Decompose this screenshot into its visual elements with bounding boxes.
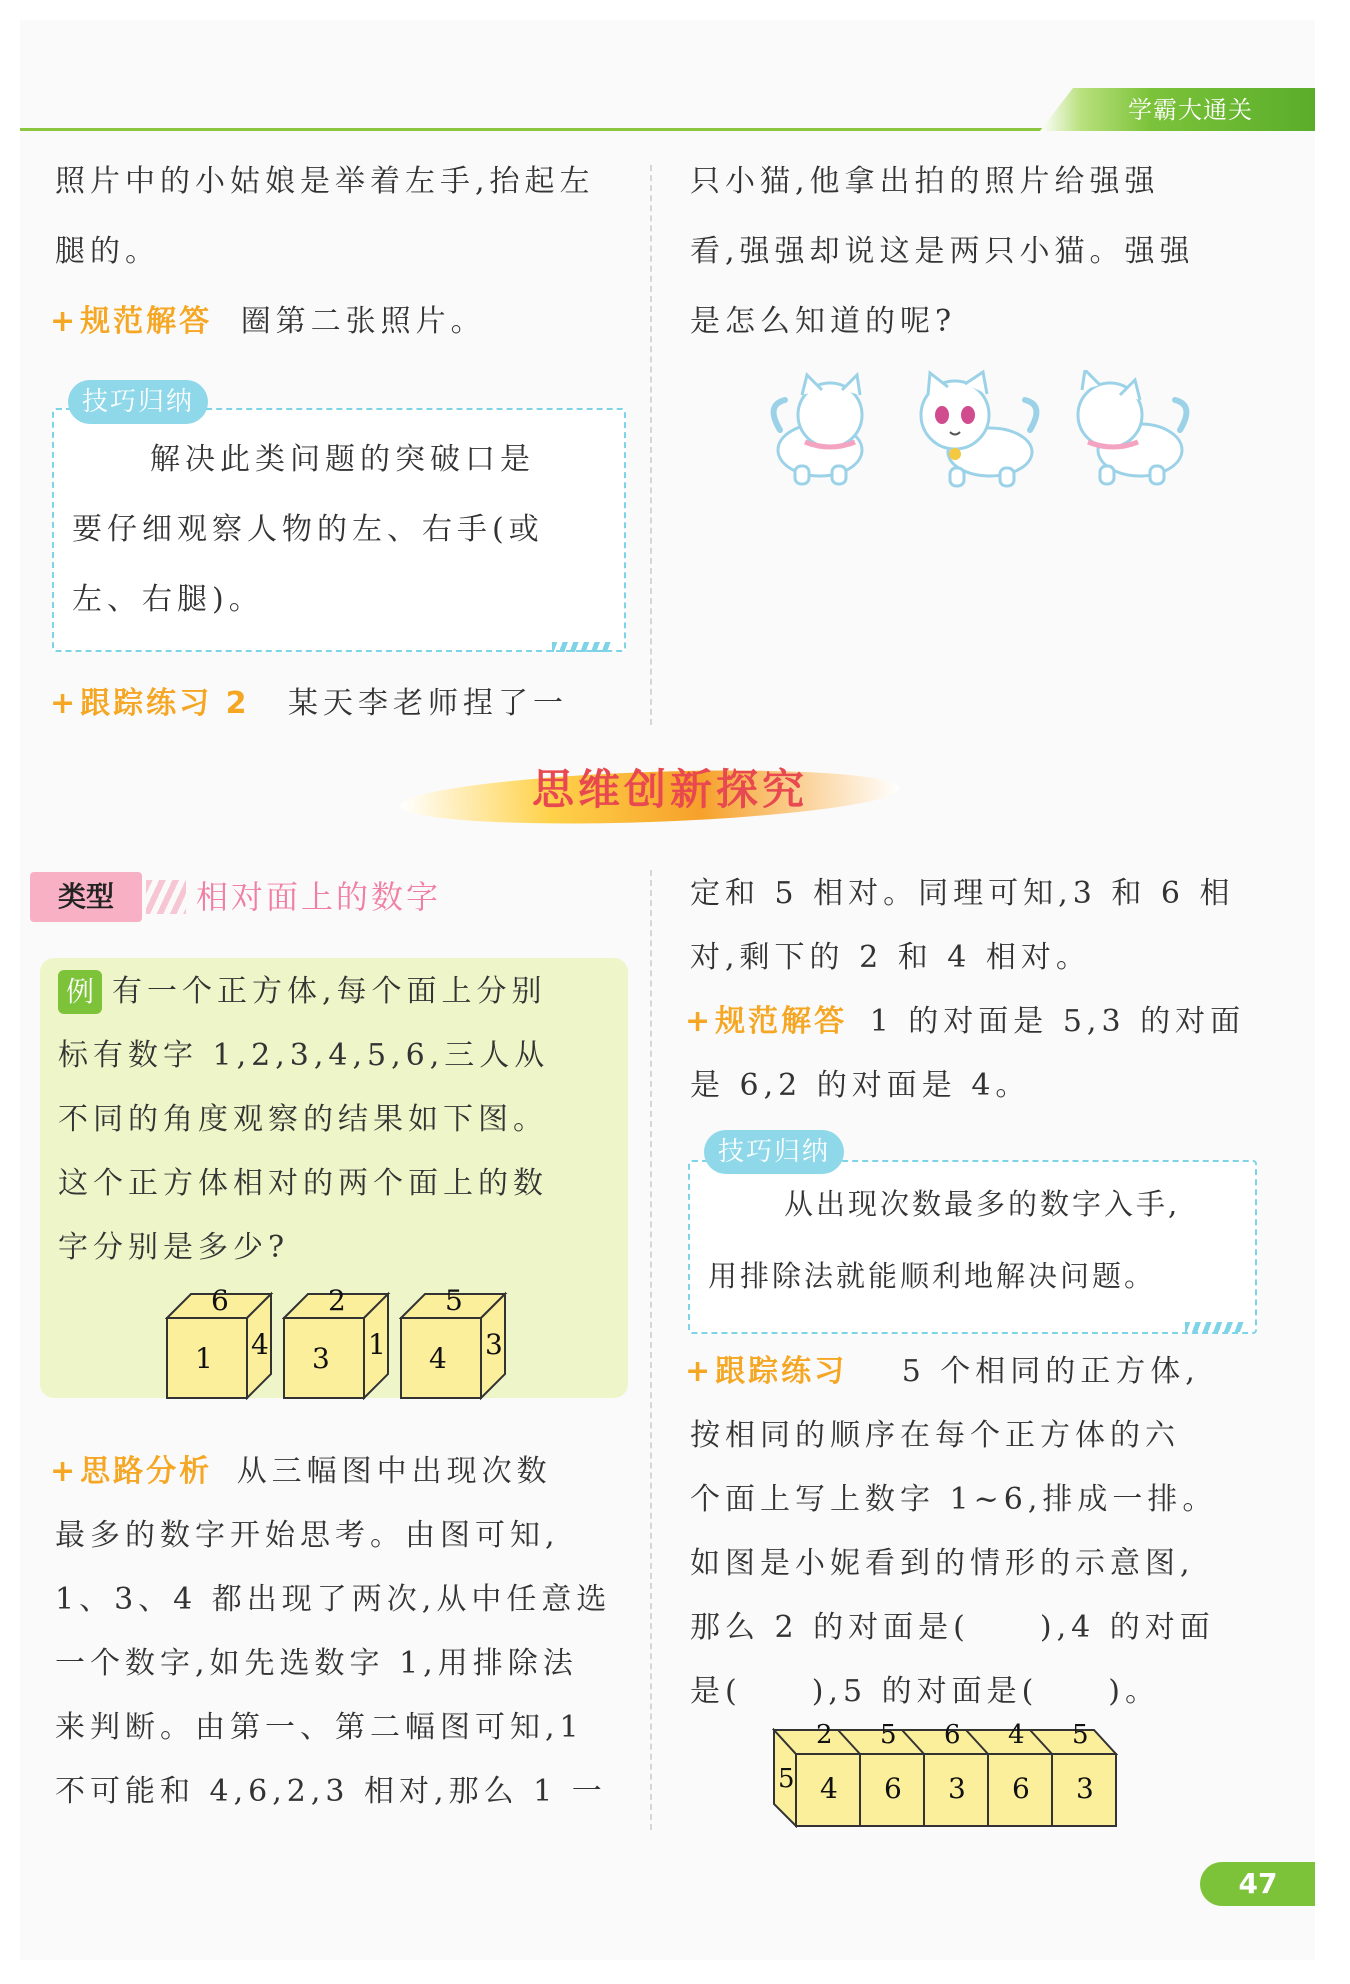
right-top-line2: 看,强强却说这是两只小猫。强强 bbox=[690, 234, 1195, 269]
row-top-number: 5 bbox=[880, 1720, 897, 1750]
practice-label: 跟踪练习 2 bbox=[80, 686, 250, 721]
example-line2: 标有数字 1,2,3,4,5,6,三人从 bbox=[58, 1038, 550, 1073]
analysis-line4: 一个数字,如先选数字 1,用排除法 bbox=[55, 1646, 578, 1681]
right-bottom-line1: 定和 5 相对。同理可知,3 和 6 相 bbox=[690, 876, 1235, 911]
plus-icon: + bbox=[50, 1454, 81, 1489]
section-banner: 思维创新探究 bbox=[531, 765, 808, 814]
tips-right-line1: 从出现次数最多的数字入手, bbox=[784, 1187, 1181, 1221]
right-answer-line2: 是 6,2 的对面是 4。 bbox=[690, 1068, 1031, 1103]
answer-label: 规范解答 bbox=[715, 1004, 848, 1039]
left-top-line1: 照片中的小姑娘是举着左手,抬起左 bbox=[55, 164, 595, 199]
type-title: 相对面上的数字 bbox=[196, 878, 442, 916]
row-side-number: 5 bbox=[778, 1764, 795, 1794]
cube-side-number: 1 bbox=[368, 1328, 386, 1361]
analysis-line2: 最多的数字开始思考。由图可知, bbox=[55, 1518, 560, 1553]
row-top-number: 5 bbox=[1072, 1720, 1089, 1750]
page-number: 47 bbox=[1238, 1867, 1278, 1900]
analysis-line3: 1、3、4 都出现了两次,从中任意选 bbox=[55, 1582, 612, 1617]
tips-right-line2: 用排除法就能顺利地解决问题。 bbox=[708, 1259, 1157, 1293]
cube-top-number: 2 bbox=[328, 1284, 346, 1317]
right-top-line3: 是怎么知道的呢? bbox=[690, 304, 957, 339]
answer-text: 圈第二张照片。 bbox=[240, 304, 486, 339]
tips-left-line3: 左、右腿)。 bbox=[72, 582, 264, 617]
practice-label: 跟踪练习 bbox=[715, 1354, 848, 1389]
right-practice-line4: 如图是小妮看到的情形的示意图, bbox=[690, 1546, 1195, 1581]
practice-text: 某天李老师捏了一 bbox=[288, 686, 569, 721]
practice-line1-text: 5 个相同的正方体, bbox=[901, 1354, 1200, 1389]
row-top-number: 4 bbox=[1008, 1720, 1025, 1750]
example-line5: 字分别是多少? bbox=[58, 1230, 290, 1265]
cat-back-icon bbox=[1078, 370, 1186, 484]
tips-tag-left: 技巧归纳 bbox=[68, 380, 208, 424]
right-practice-line2: 按相同的顺序在每个正方体的六 bbox=[690, 1418, 1180, 1453]
cube-top-number: 6 bbox=[211, 1284, 229, 1317]
tips-stripes-right bbox=[1185, 1322, 1245, 1332]
plus-icon: + bbox=[50, 304, 81, 339]
column-divider-top bbox=[650, 165, 652, 725]
example-cube-1 bbox=[165, 1284, 275, 1400]
analysis-line5: 来判断。由第一、第二幅图可知,1 bbox=[55, 1710, 584, 1745]
example-line1 bbox=[58, 960, 547, 1024]
cats-illustration bbox=[760, 370, 1200, 490]
row-top-number: 2 bbox=[816, 1720, 833, 1750]
row-front-number: 4 bbox=[820, 1772, 838, 1805]
row-front-number: 3 bbox=[948, 1772, 966, 1805]
tips-left-line1: 解决此类问题的突破口是 bbox=[150, 442, 535, 477]
left-answer bbox=[50, 290, 486, 354]
right-answer-line1 bbox=[685, 990, 1245, 1054]
example-line1-text: 有一个正方体,每个面上分别 bbox=[112, 974, 547, 1009]
right-practice-line6: 是( ),5 的对面是( )。 bbox=[690, 1674, 1160, 1709]
left-practice bbox=[50, 672, 568, 736]
cat-back-icon bbox=[774, 375, 862, 484]
example-cube-2 bbox=[282, 1284, 392, 1400]
row-front-number: 3 bbox=[1076, 1772, 1094, 1805]
example-badge: 例 bbox=[58, 970, 102, 1014]
analysis-line1 bbox=[50, 1440, 552, 1504]
plus-icon: + bbox=[50, 686, 81, 721]
plus-icon: + bbox=[685, 1354, 716, 1389]
row-top-number: 6 bbox=[944, 1720, 961, 1750]
example-line3: 不同的角度观察的结果如下图。 bbox=[58, 1102, 548, 1137]
right-practice-line5: 那么 2 的对面是( ),4 的对面 bbox=[690, 1610, 1215, 1645]
type-stripes bbox=[146, 880, 186, 914]
cube-front-number: 1 bbox=[195, 1342, 213, 1375]
tips-tag-right: 技巧归纳 bbox=[704, 1130, 844, 1174]
cube-side-number: 3 bbox=[485, 1328, 503, 1361]
right-bottom-line2: 对,剩下的 2 和 4 相对。 bbox=[690, 940, 1091, 975]
tips-stripes-left bbox=[552, 642, 612, 652]
example-line4: 这个正方体相对的两个面上的数 bbox=[58, 1166, 548, 1201]
row-front-number: 6 bbox=[884, 1772, 902, 1805]
cube-row bbox=[772, 1720, 1182, 1828]
left-top-line2: 腿的。 bbox=[55, 234, 160, 269]
tips-left-line2: 要仔细观察人物的左、右手(或 bbox=[72, 512, 544, 547]
right-practice-line3: 个面上写上数字 1~6,排成一排。 bbox=[690, 1482, 1218, 1517]
right-top-line1: 只小猫,他拿出拍的照片给强强 bbox=[690, 164, 1160, 199]
right-practice-line1 bbox=[685, 1340, 1200, 1404]
example-cube-3 bbox=[399, 1284, 509, 1400]
column-divider-bottom bbox=[650, 870, 652, 1830]
analysis-line1-text: 从三幅图中出现次数 bbox=[236, 1454, 552, 1489]
cube-side-number: 4 bbox=[251, 1328, 269, 1361]
answer-line1-text: 1 的对面是 5,3 的对面 bbox=[869, 1004, 1246, 1039]
cube-front-number: 3 bbox=[312, 1342, 330, 1375]
analysis-label: 思路分析 bbox=[80, 1454, 213, 1489]
cube-top-number: 5 bbox=[445, 1284, 463, 1317]
plus-icon: + bbox=[685, 1004, 716, 1039]
answer-label: 规范解答 bbox=[80, 304, 213, 339]
analysis-line6: 不可能和 4,6,2,3 相对,那么 1 一 bbox=[55, 1774, 607, 1809]
cube-front-number: 4 bbox=[429, 1342, 447, 1375]
type-badge: 类型 bbox=[30, 872, 142, 922]
header-title: 学霸大通关 bbox=[1128, 96, 1253, 124]
cat-front-icon bbox=[921, 372, 1036, 486]
row-front-number: 6 bbox=[1012, 1772, 1030, 1805]
